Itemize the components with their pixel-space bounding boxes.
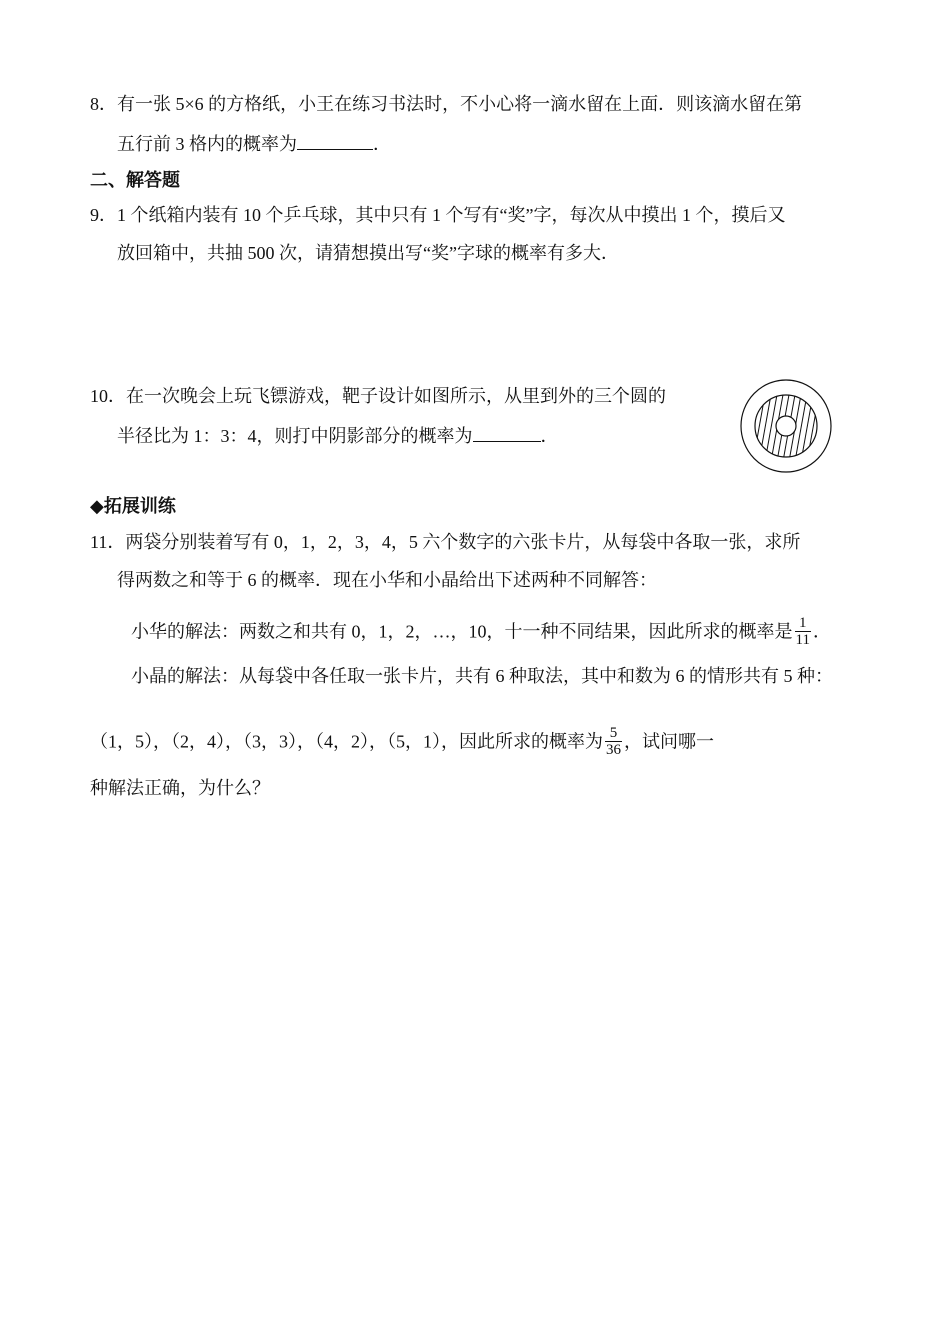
q10-line1 — [90, 384, 666, 408]
fraction-denominator: 11 — [795, 632, 810, 648]
q10-text-line2: 半径比为 1：3：4，则打中阴影部分的概率为 — [117, 426, 473, 446]
section-heading-extension-training: ◆拓展训练 — [90, 496, 176, 516]
section-heading-answer-questions: 二、解答题 — [90, 170, 180, 190]
xiaojing-question-text: ，试问哪一 — [624, 731, 714, 752]
q10-number: 10． — [90, 386, 126, 406]
q10-period: ． — [540, 426, 559, 446]
q8-line2 — [117, 131, 391, 156]
fraction-5-36 — [605, 725, 622, 758]
q8-line1 — [90, 92, 802, 116]
fraction-denominator: 36 — [606, 742, 621, 758]
fraction-1-11 — [795, 615, 811, 648]
q9-line1 — [90, 203, 785, 227]
q8-text-line1: 有一张 5×6 的方格纸，小王在练习书法时，不小心将一滴水留在上面．则该滴水留在第 — [117, 94, 803, 114]
xiaohua-solution-text: 小华的解法：两数之和共有 0，1，2，…，10，十一种不同结果，因此所求的概率是 — [131, 621, 793, 642]
xiaojing-solution-line2 — [90, 727, 714, 760]
q8-period: ． — [373, 134, 391, 154]
q11-line1 — [90, 530, 800, 554]
q10-text-line1: 在一次晚会上玩飞镖游戏，靶子设计如图所示，从里到外的三个圆的 — [126, 386, 666, 406]
q11-line2: 得两数之和等于 6 的概率．现在小华和小晶给出下述两种不同解答： — [117, 570, 657, 590]
q10-line2 — [117, 423, 559, 448]
dartboard-icon — [738, 378, 834, 474]
fraction-numerator: 1 — [798, 615, 807, 631]
q11-text-line1: 两袋分别装着写有 0，1，2，3，4，5 六个数字的六张卡片，从每袋中各取一张，求所 — [125, 532, 801, 552]
q9-line2: 放回箱中，共抽 500 次，请猜想摸出写“奖”字球的概率有多大． — [117, 243, 619, 263]
xiaojing-solution-line1: 小晶的解法：从每袋中各任取一张卡片，共有 6 种取法，其中和数为 6 的情形共有 5 种： — [131, 666, 833, 686]
q11-number: 11． — [90, 532, 126, 552]
xiaojing-pairs-text: （1，5），（2，4），（3，3），（4，2），（5，1），因此所求的概率为 — [90, 731, 603, 752]
fraction-numerator: 5 — [609, 725, 618, 741]
xiaohua-solution — [131, 617, 831, 650]
q8-answer-blank[interactable] — [297, 131, 373, 150]
q10-answer-blank[interactable] — [473, 423, 541, 442]
q9-number: 9． — [90, 205, 117, 225]
q8-number: 8． — [90, 94, 117, 114]
xiaojing-solution-line3: 种解法正确，为什么？ — [90, 778, 270, 798]
q8-text-line2: 五行前 3 格内的概率为 — [117, 134, 297, 154]
dartboard-figure — [738, 378, 834, 474]
q9-text-line1: 1 个纸箱内装有 10 个乒乓球，其中只有 1 个写有“奖”字，每次从中摸出 1 个，摸后又 — [117, 205, 786, 225]
xiaohua-period: ． — [812, 621, 831, 642]
